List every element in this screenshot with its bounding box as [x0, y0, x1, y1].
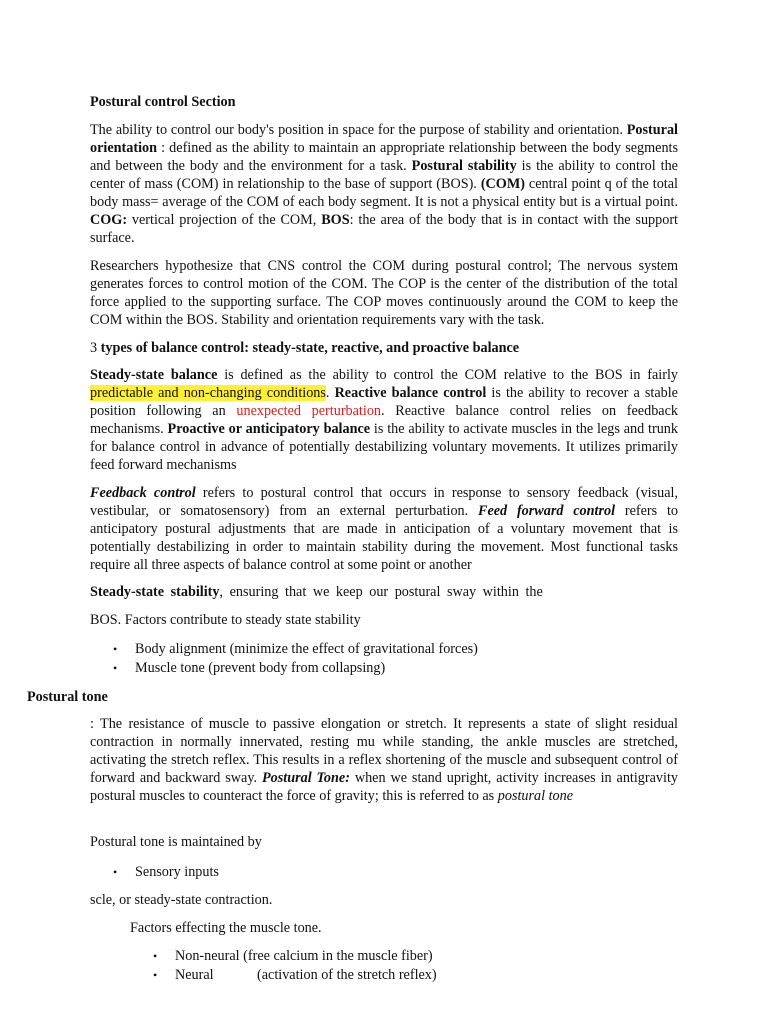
paragraph-cns-control: Researchers hypothesize that CNS control the COM during postural control; The nervous system generates forces to control motion of the COM. The COP is the center of the distribution of the total force applied to the supporting surface. The COP moves continuously around the COM to keep the COM within the BOS. Stability and orientation requirements vary with the task. — [90, 258, 678, 328]
bullet-icon: • — [153, 949, 158, 963]
bullet-icon: • — [113, 865, 118, 879]
list-item: • Body alignment (minimize the effect of gravitational forces) — [113, 641, 478, 657]
paragraph-postural-tone: : The resistance of muscle to passive elongation or stretch. It represents a state of slight residual contraction in normally innervated, resting mu while standing, the ankle muscles are stretched, activating the stretch reflex. This results in a reflex shortening of the muscle and subsequent control of forward and backward sway. Postural Tone: when we stand upright, activity increases in antigravity postural muscles to counteract the force of gravity; this is referred to as postural tone — [90, 716, 678, 804]
paragraph-fragment: scle, or steady-state contraction. — [90, 892, 273, 908]
paragraph-maintained-by: Postural tone is maintained by — [90, 834, 262, 850]
paragraph-balance-types: Steady-state balance is defined as the ability to control the COM relative to the BOS in fairly predictable and non-changing conditions. Reactive balance control is the ability to recover a stable position following an unexpected perturbation. Reactive balance control relies on feedback mechanisms. Proactive or anticipatory balance is the ability to activate muscles in the legs and trunk for balance control in advance of potentially destabilizing voluntary movements. It utilizes primarily feed forward mechanisms — [90, 367, 678, 473]
balance-types-heading: 3 types of balance control: steady-state, reactive, and proactive balance — [90, 340, 520, 356]
bullet-icon: • — [153, 968, 158, 982]
bullet-icon: • — [113, 661, 118, 675]
maintained-by-list — [90, 863, 678, 882]
list-item: • Non-neural (free calcium in the muscle fiber) — [153, 948, 433, 964]
bullet-icon: • — [113, 642, 118, 656]
red-text: unexpected perturbation — [236, 403, 382, 419]
paragraph-feedback-control: Feedback control refers to postural control that occurs in response to sensory feedback (visual, vestibular, or somatosensory) from an external perturbation. Feed forward control refers to anticipatory postural adjustments that are made in anticipation of a voluntary movement that is potentially destabilizing in order to maintain stability during the movement. Most functional tasks require all three aspects of balance control at some point or another — [90, 485, 679, 573]
paragraph-factors-tone: Factors effecting the muscle tone. — [130, 920, 322, 936]
list-item: • Muscle tone (prevent body from collapsing) — [113, 660, 386, 676]
paragraph-steady-state-stability: Steady-state stability, ensuring that we keep our postural sway within the — [90, 584, 543, 600]
section-title: Postural control Section — [90, 94, 236, 110]
highlighted-text: predictable and non-changing conditions — [90, 385, 326, 401]
stability-factors-list — [90, 640, 678, 678]
list-item: • Sensory inputs — [113, 864, 219, 880]
paragraph-definitions: The ability to control our body's position in space for the purpose of stability and orientation. Postural orientation : defined as the ability to maintain an appropriate relationship between the body segments and between the body and the environment for a task. Postural stability is the ability to control the center of mass (COM) in relationship to the base of support (BOS). (COM) central point q of the total body mass= average of the COM of each body segment. It is not a physical entity but is a virtual point. COG: vertical projection of the COM, BOS: the area of the body that is in contact with the support surface. — [90, 122, 678, 246]
tone-factors-list — [130, 947, 650, 985]
postural-tone-heading: Postural tone — [27, 689, 108, 705]
list-item: • Neural (activation of the stretch reflex) — [153, 967, 437, 983]
paragraph-factors-bos: BOS. Factors contribute to steady state stability — [90, 612, 361, 628]
